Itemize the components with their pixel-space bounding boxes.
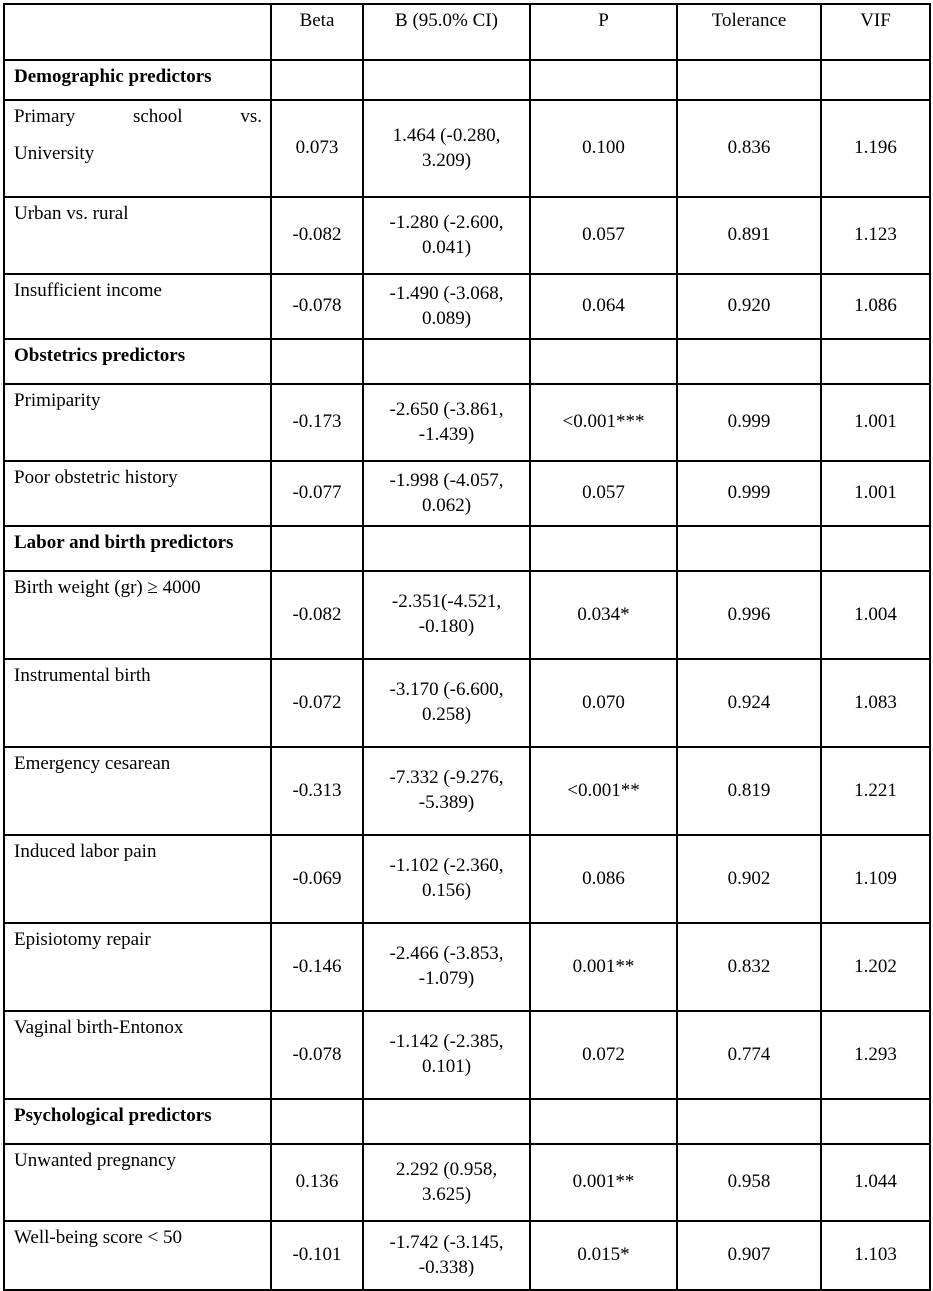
table-row: [4, 571, 930, 659]
p-cell: <0.001**: [530, 747, 677, 835]
section-row: [4, 526, 930, 571]
section-title: Psychological predictors: [4, 1099, 271, 1144]
p-cell: 0.034*: [530, 571, 677, 659]
table-row: [4, 1011, 930, 1099]
tolerance-cell: 0.836: [677, 100, 821, 197]
header-cell-tolerance: Tolerance: [677, 4, 821, 60]
b-ci-cell: -1.998 (-4.057, 0.062): [363, 461, 530, 526]
header-cell-beta: Beta: [271, 4, 363, 60]
beta-cell: -0.078: [271, 274, 363, 339]
p-cell: 0.100: [530, 100, 677, 197]
tolerance-cell: 0.891: [677, 197, 821, 274]
tolerance-cell: 0.902: [677, 835, 821, 923]
p-cell: 0.001**: [530, 923, 677, 1011]
vif-cell: 1.109: [821, 835, 930, 923]
section-row: [4, 1099, 930, 1144]
header-cell-b-ci: B (95.0% CI): [363, 4, 530, 60]
row-label: Birth weight (gr) ≥ 4000: [4, 571, 271, 659]
tolerance-cell: 0.999: [677, 384, 821, 461]
b-ci-cell: -1.742 (-3.145, -0.338): [363, 1221, 530, 1290]
row-label: Episiotomy repair: [4, 923, 271, 1011]
p-cell: <0.001***: [530, 384, 677, 461]
table-row: [4, 923, 930, 1011]
row-label: Instrumental birth: [4, 659, 271, 747]
row-label: Vaginal birth-Entonox: [4, 1011, 271, 1099]
beta-cell: -0.077: [271, 461, 363, 526]
beta-cell: 0.073: [271, 100, 363, 197]
p-cell: 0.086: [530, 835, 677, 923]
section-title: Demographic predictors: [4, 60, 271, 100]
table-row: [4, 274, 930, 339]
vif-cell: 1.123: [821, 197, 930, 274]
section-row: [4, 339, 930, 384]
b-ci-cell: -7.332 (-9.276, -5.389): [363, 747, 530, 835]
table-row: [4, 747, 930, 835]
b-ci-cell: -1.142 (-2.385, 0.101): [363, 1011, 530, 1099]
beta-cell: -0.101: [271, 1221, 363, 1290]
row-label: Unwanted pregnancy: [4, 1144, 271, 1221]
vif-cell: 1.221: [821, 747, 930, 835]
row-label: [4, 100, 271, 197]
p-cell: 0.072: [530, 1011, 677, 1099]
row-label: Well-being score < 50: [4, 1221, 271, 1290]
p-cell: 0.057: [530, 461, 677, 526]
row-label: Induced labor pain: [4, 835, 271, 923]
beta-cell: -0.069: [271, 835, 363, 923]
b-ci-cell: -2.466 (-3.853, -1.079): [363, 923, 530, 1011]
tolerance-cell: 0.996: [677, 571, 821, 659]
vif-cell: 1.001: [821, 461, 930, 526]
beta-cell: -0.082: [271, 571, 363, 659]
b-ci-cell: -2.650 (-3.861, -1.439): [363, 384, 530, 461]
b-ci-cell: 1.464 (-0.280, 3.209): [363, 100, 530, 197]
vif-cell: 1.001: [821, 384, 930, 461]
vif-cell: 1.202: [821, 923, 930, 1011]
table-row: [4, 384, 930, 461]
vif-cell: 1.196: [821, 100, 930, 197]
b-ci-cell: -3.170 (-6.600, 0.258): [363, 659, 530, 747]
tolerance-cell: 0.774: [677, 1011, 821, 1099]
table-row: [4, 100, 930, 197]
header-cell-p: P: [530, 4, 677, 60]
section-row: [4, 60, 930, 100]
tolerance-cell: 0.999: [677, 461, 821, 526]
tolerance-cell: 0.832: [677, 923, 821, 1011]
section-title: Labor and birth predictors: [4, 526, 271, 571]
row-label-line-1: Primary school vs.: [14, 106, 262, 127]
vif-cell: 1.044: [821, 1144, 930, 1221]
table-row: [4, 1144, 930, 1221]
p-cell: 0.064: [530, 274, 677, 339]
header-cell-vif: VIF: [821, 4, 930, 60]
b-ci-cell: -1.490 (-3.068, 0.089): [363, 274, 530, 339]
row-label: Poor obstetric history: [4, 461, 271, 526]
p-cell: 0.015*: [530, 1221, 677, 1290]
table-row: [4, 197, 930, 274]
regression-table: [3, 3, 931, 1291]
b-ci-cell: -1.102 (-2.360, 0.156): [363, 835, 530, 923]
p-cell: 0.057: [530, 197, 677, 274]
p-cell: 0.001**: [530, 1144, 677, 1221]
tolerance-cell: 0.907: [677, 1221, 821, 1290]
p-cell: 0.070: [530, 659, 677, 747]
table-row: [4, 835, 930, 923]
beta-cell: -0.173: [271, 384, 363, 461]
row-label: Emergency cesarean: [4, 747, 271, 835]
row-label-line-2: University: [14, 142, 95, 164]
vif-cell: 1.293: [821, 1011, 930, 1099]
b-ci-cell: -2.351(-4.521, -0.180): [363, 571, 530, 659]
tolerance-cell: 0.924: [677, 659, 821, 747]
header-row: [4, 4, 930, 60]
tolerance-cell: 0.958: [677, 1144, 821, 1221]
b-ci-cell: 2.292 (0.958, 3.625): [363, 1144, 530, 1221]
beta-cell: -0.072: [271, 659, 363, 747]
row-label: Primiparity: [4, 384, 271, 461]
beta-cell: -0.078: [271, 1011, 363, 1099]
vif-cell: 1.103: [821, 1221, 930, 1290]
b-ci-cell: -1.280 (-2.600, 0.041): [363, 197, 530, 274]
beta-cell: 0.136: [271, 1144, 363, 1221]
row-label: Urban vs. rural: [4, 197, 271, 274]
row-label: Insufficient income: [4, 274, 271, 339]
tolerance-cell: 0.920: [677, 274, 821, 339]
section-title: Obstetrics predictors: [4, 339, 271, 384]
beta-cell: -0.082: [271, 197, 363, 274]
table-row: [4, 461, 930, 526]
beta-cell: -0.313: [271, 747, 363, 835]
tolerance-cell: 0.819: [677, 747, 821, 835]
vif-cell: 1.004: [821, 571, 930, 659]
header-cell-label: [4, 4, 271, 60]
vif-cell: 1.086: [821, 274, 930, 339]
vif-cell: 1.083: [821, 659, 930, 747]
beta-cell: -0.146: [271, 923, 363, 1011]
table-row: [4, 659, 930, 747]
